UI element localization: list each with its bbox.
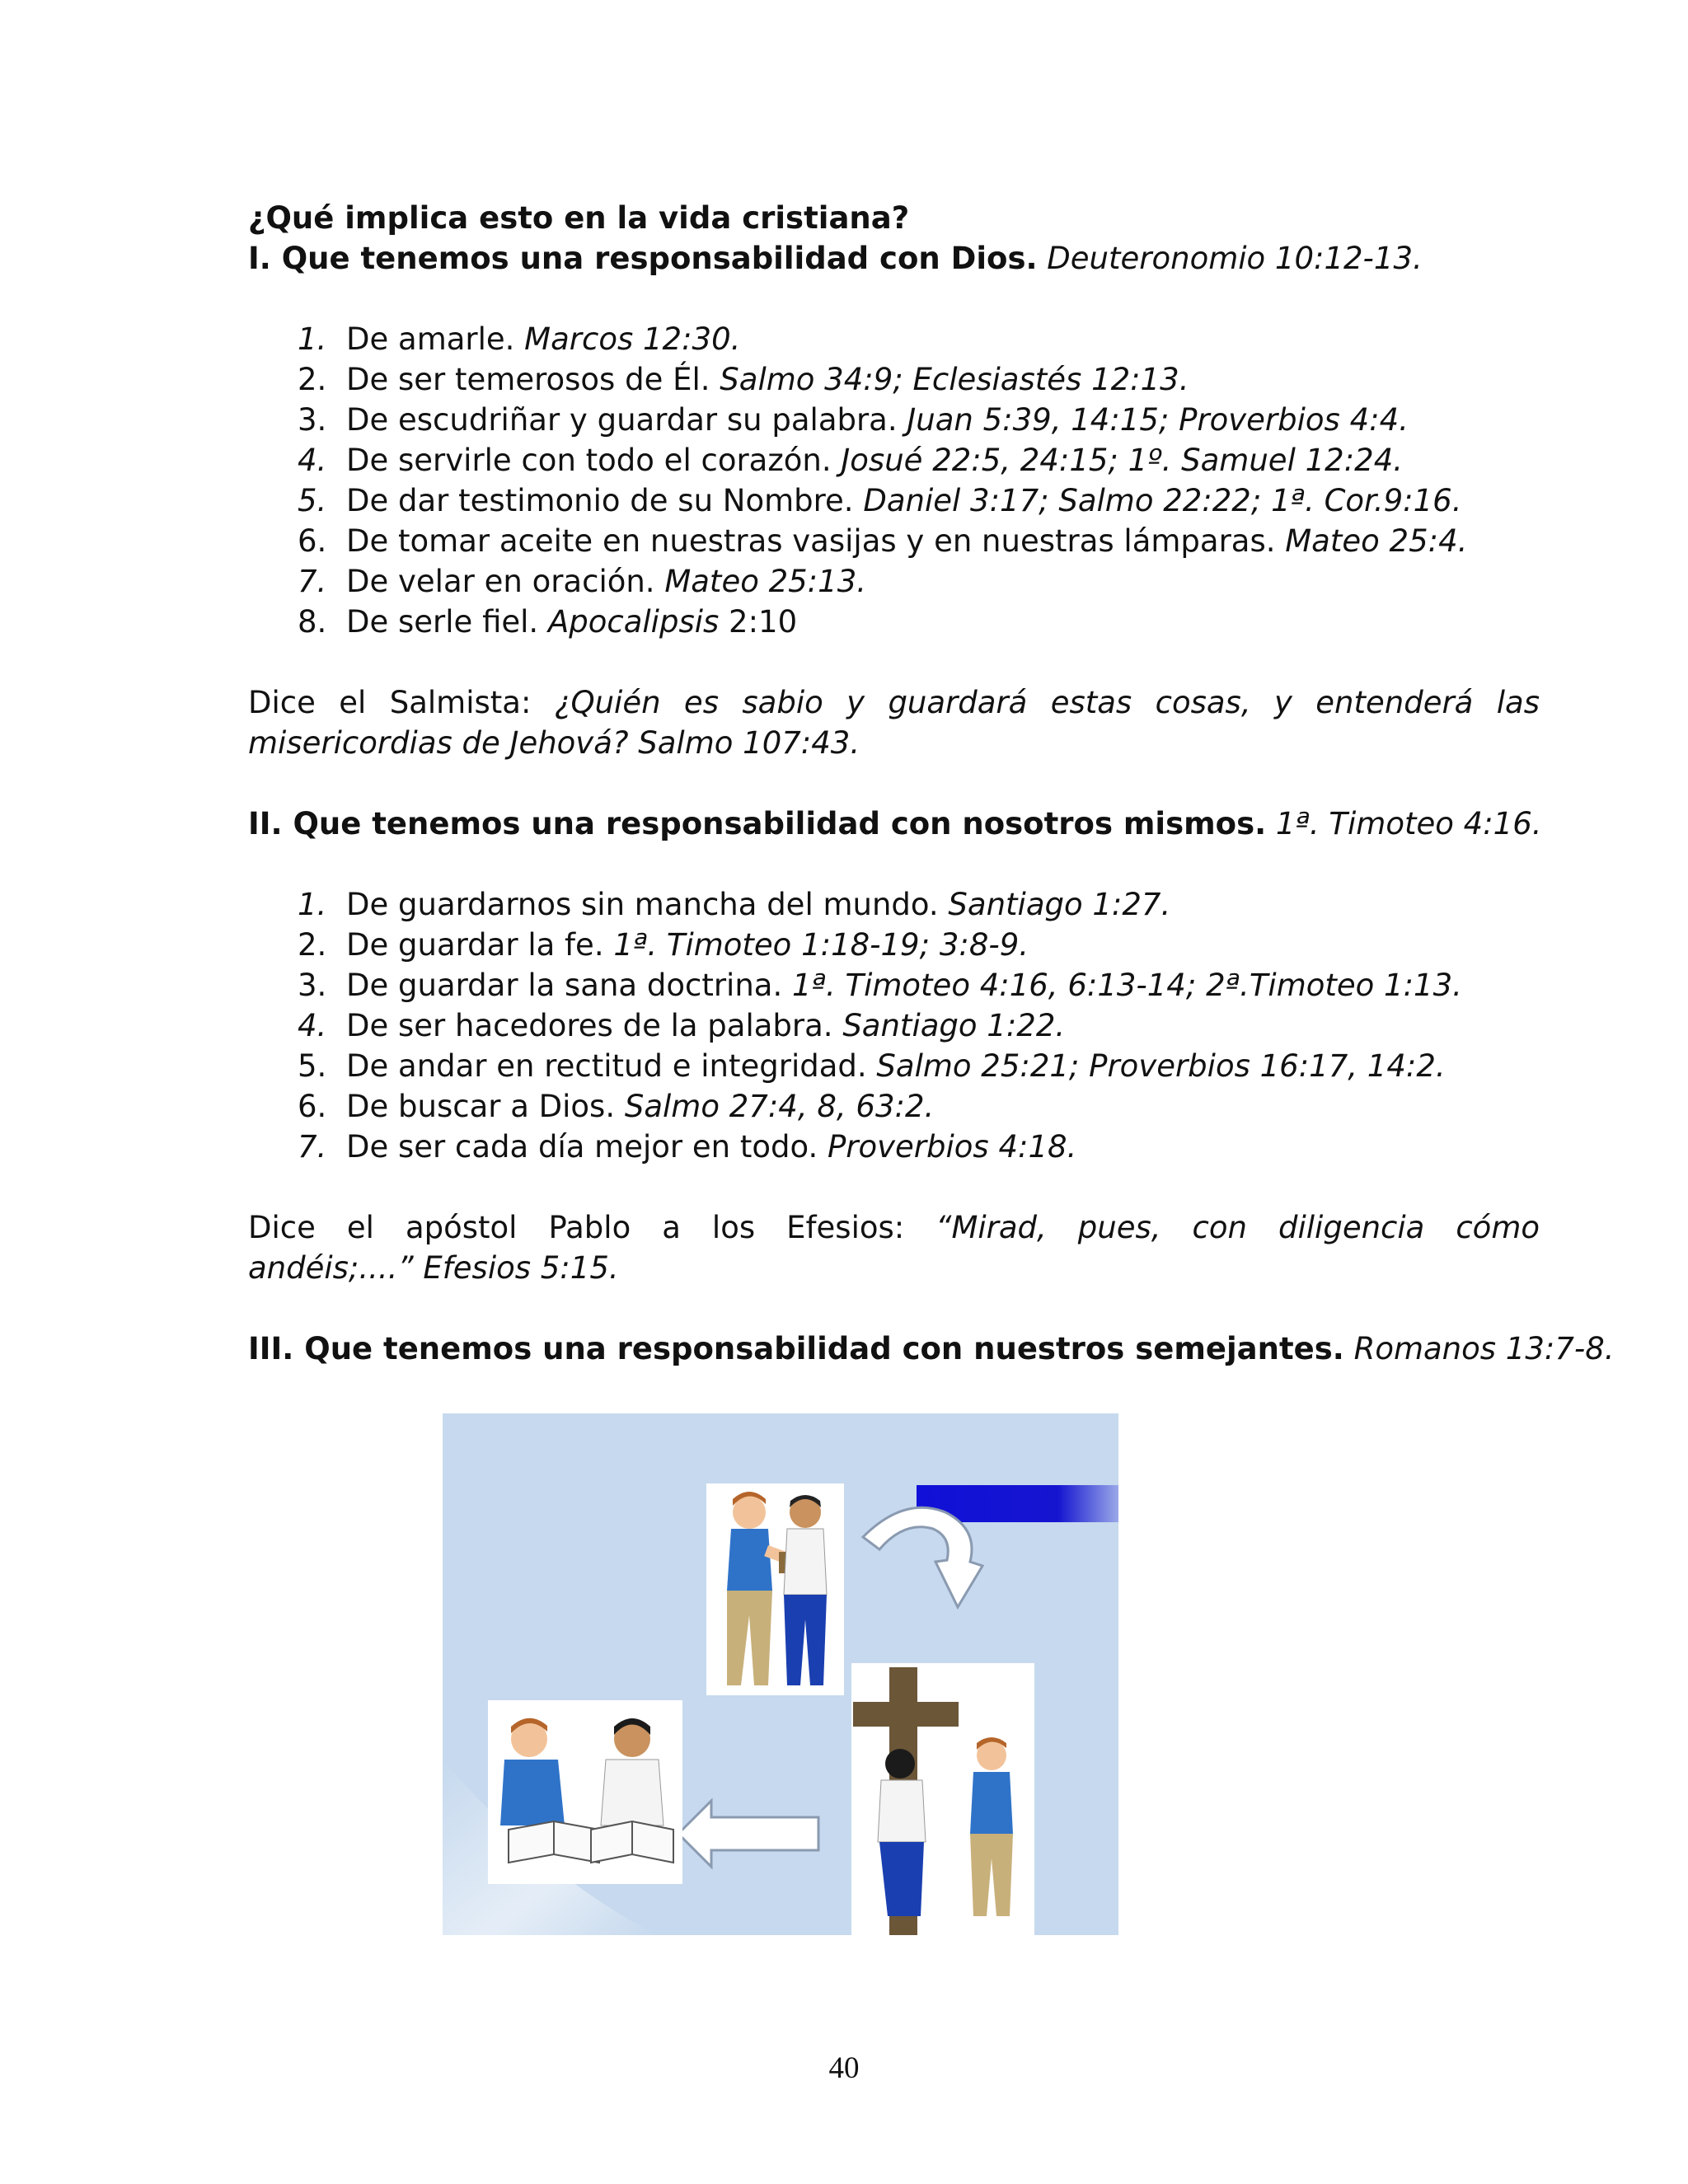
section2-list: [248, 884, 1540, 1167]
page-number: 40: [828, 2051, 860, 2085]
panel-bible-study: [488, 1700, 682, 1884]
section3-heading-line: [248, 1329, 1615, 1369]
question-heading: ¿Qué implica esto en la vida cristiana?: [248, 200, 910, 236]
section1-reference: Deuteronomio 10:12-13.: [1037, 241, 1423, 276]
section3-reference: Romanos 13:7-8.: [1343, 1331, 1615, 1366]
list-item: 5. De dar testimonio de su Nombre. Daniel 3:17; Salmo 22:22; 1ª. Cor.9:16.: [298, 483, 1462, 518]
illustration: [443, 1413, 1118, 1935]
psalmist-quote-line1: Dice el Salmista: ¿Quién es sabio y guardará estas cosas, y entenderá las: [248, 685, 1540, 720]
list-item: 7. De velar en oración. Mateo 25:13.: [298, 564, 866, 599]
list-item: 1. De guardarnos sin mancha del mundo. Santiago 1:27.: [298, 887, 1171, 922]
list-item: 6. De tomar aceite en nuestras vasijas y en nuestras lámparas. Mateo 25:4.: [298, 523, 1468, 559]
section2-heading: II. Que tenemos una responsabilidad con nosotros mismos.: [248, 806, 1267, 841]
panel-cross: [851, 1663, 1034, 1935]
paul-quote-line1: Dice el apóstol Pablo a los Efesios: “Mirad, pues, con diligencia cómo: [248, 1210, 1540, 1245]
page-content: [248, 198, 1615, 1369]
paul-quote-line2: andéis;....” Efesios 5:15.: [248, 1250, 619, 1286]
list-item: 4. De servirle con todo el corazón. Josué 22:5, 24:15; 1º. Samuel 12:24.: [298, 443, 1403, 478]
list-item: 5. De andar en rectitud e integridad. Salmo 25:21; Proverbios 16:17, 14:2.: [298, 1048, 1446, 1084]
section1-list: [248, 319, 1540, 642]
list-item: 8. De serle fiel. Apocalipsis 2:10: [298, 604, 798, 640]
list-item: 2. De guardar la fe. 1ª. Timoteo 1:18-19; 3:8-9.: [298, 927, 1029, 963]
section2-reference: 1ª. Timoteo 4:16.: [1266, 806, 1542, 841]
section1-heading: I. Que tenemos una responsabilidad con Dios.: [248, 241, 1038, 276]
list-item: 3. De escudriñar y guardar su palabra. Juan 5:39, 14:15; Proverbios 4:4.: [298, 402, 1409, 438]
list-item: 3. De guardar la sana doctrina. 1ª. Timoteo 4:16, 6:13-14; 2ª.Timoteo 1:13.: [298, 968, 1462, 1003]
list-item: 6. De buscar a Dios. Salmo 27:4, 8, 63:2.: [298, 1089, 935, 1124]
list-item: 4. De ser hacedores de la palabra. Santiago 1:22.: [298, 1008, 1066, 1043]
section2-heading-line: [248, 804, 1540, 844]
psalmist-quote-line2: misericordias de Jehová? Salmo 107:43.: [248, 725, 860, 761]
section3-heading: III. Que tenemos una responsabilidad con nuestros semejantes.: [248, 1331, 1344, 1366]
list-item: 1. De amarle. Marcos 12:30.: [298, 321, 741, 357]
list-item: 2. De ser temerosos de Él. Salmo 34:9; Eclesiastés 12:13.: [298, 362, 1189, 397]
panel-men-talking: [706, 1483, 844, 1695]
list-item: 7. De ser cada día mejor en todo. Proverbios 4:18.: [298, 1129, 1077, 1165]
section1-heading-line: [248, 238, 1540, 279]
